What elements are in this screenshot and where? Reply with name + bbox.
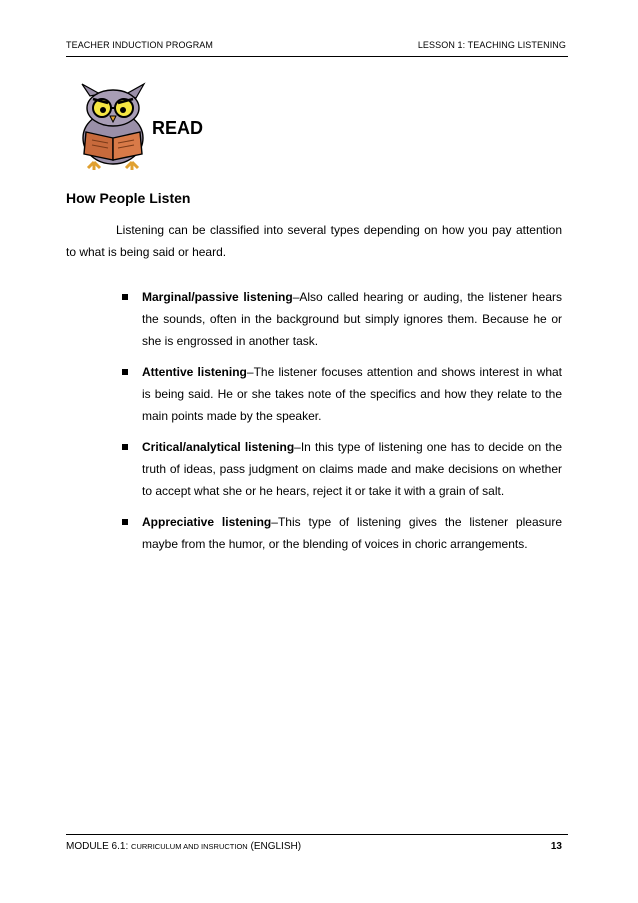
footer-subject: CURRICULUM AND INSRUCTION [131,842,248,851]
type-description: –The listener focuses attention and shows interest in what is being said. He or she takes note of the specifics and how they relate to the main points made by the speaker. [142,365,562,423]
footer-module-number: MODULE 6.1: [66,841,129,852]
type-term: Marginal/passive listening [142,290,293,304]
list-item [122,511,562,555]
type-term: Attentive listening [142,365,247,379]
list-item [122,436,562,502]
square-bullet-icon [122,519,128,525]
list-item [122,361,562,427]
footer-language: (ENGLISH) [250,841,302,852]
section-title: How People Listen [66,190,191,206]
square-bullet-icon [122,294,128,300]
type-description: –This type of listening gives the listener pleasure maybe from the humor, or the blending of voices in choric arrangements. [142,515,562,551]
square-bullet-icon [122,369,128,375]
page-footer [66,834,568,855]
page-header [66,40,568,57]
type-description: –In this type of listening one has to decide on the truth of ideas, pass judgment on claims made and make decisions on whether to accept what she or he hears, reject it or take it with a grain of salt. [142,440,562,498]
header-program: TEACHER INDUCTION PROGRAM [66,40,214,50]
square-bullet-icon [122,444,128,450]
owl-reading-book-icon [68,82,158,172]
type-term: Critical/analytical listening [142,440,295,454]
read-heading: READ [152,118,204,138]
footer-module [66,841,301,852]
list-item [122,286,562,352]
listening-types-list [122,286,562,564]
type-term: Appreciative listening [142,515,272,529]
page-number: 13 [550,841,562,852]
type-description: –Also called hearing or auding, the listener hears the sounds, often in the background but simply ignores them. Because he or she is engrossed in another task. [142,290,562,348]
intro-paragraph: Listening can be classified into several types depending on how you pay attention to what is being said or heard. [66,223,562,259]
header-lesson: LESSON 1: TEACHING LISTENING [417,40,566,50]
